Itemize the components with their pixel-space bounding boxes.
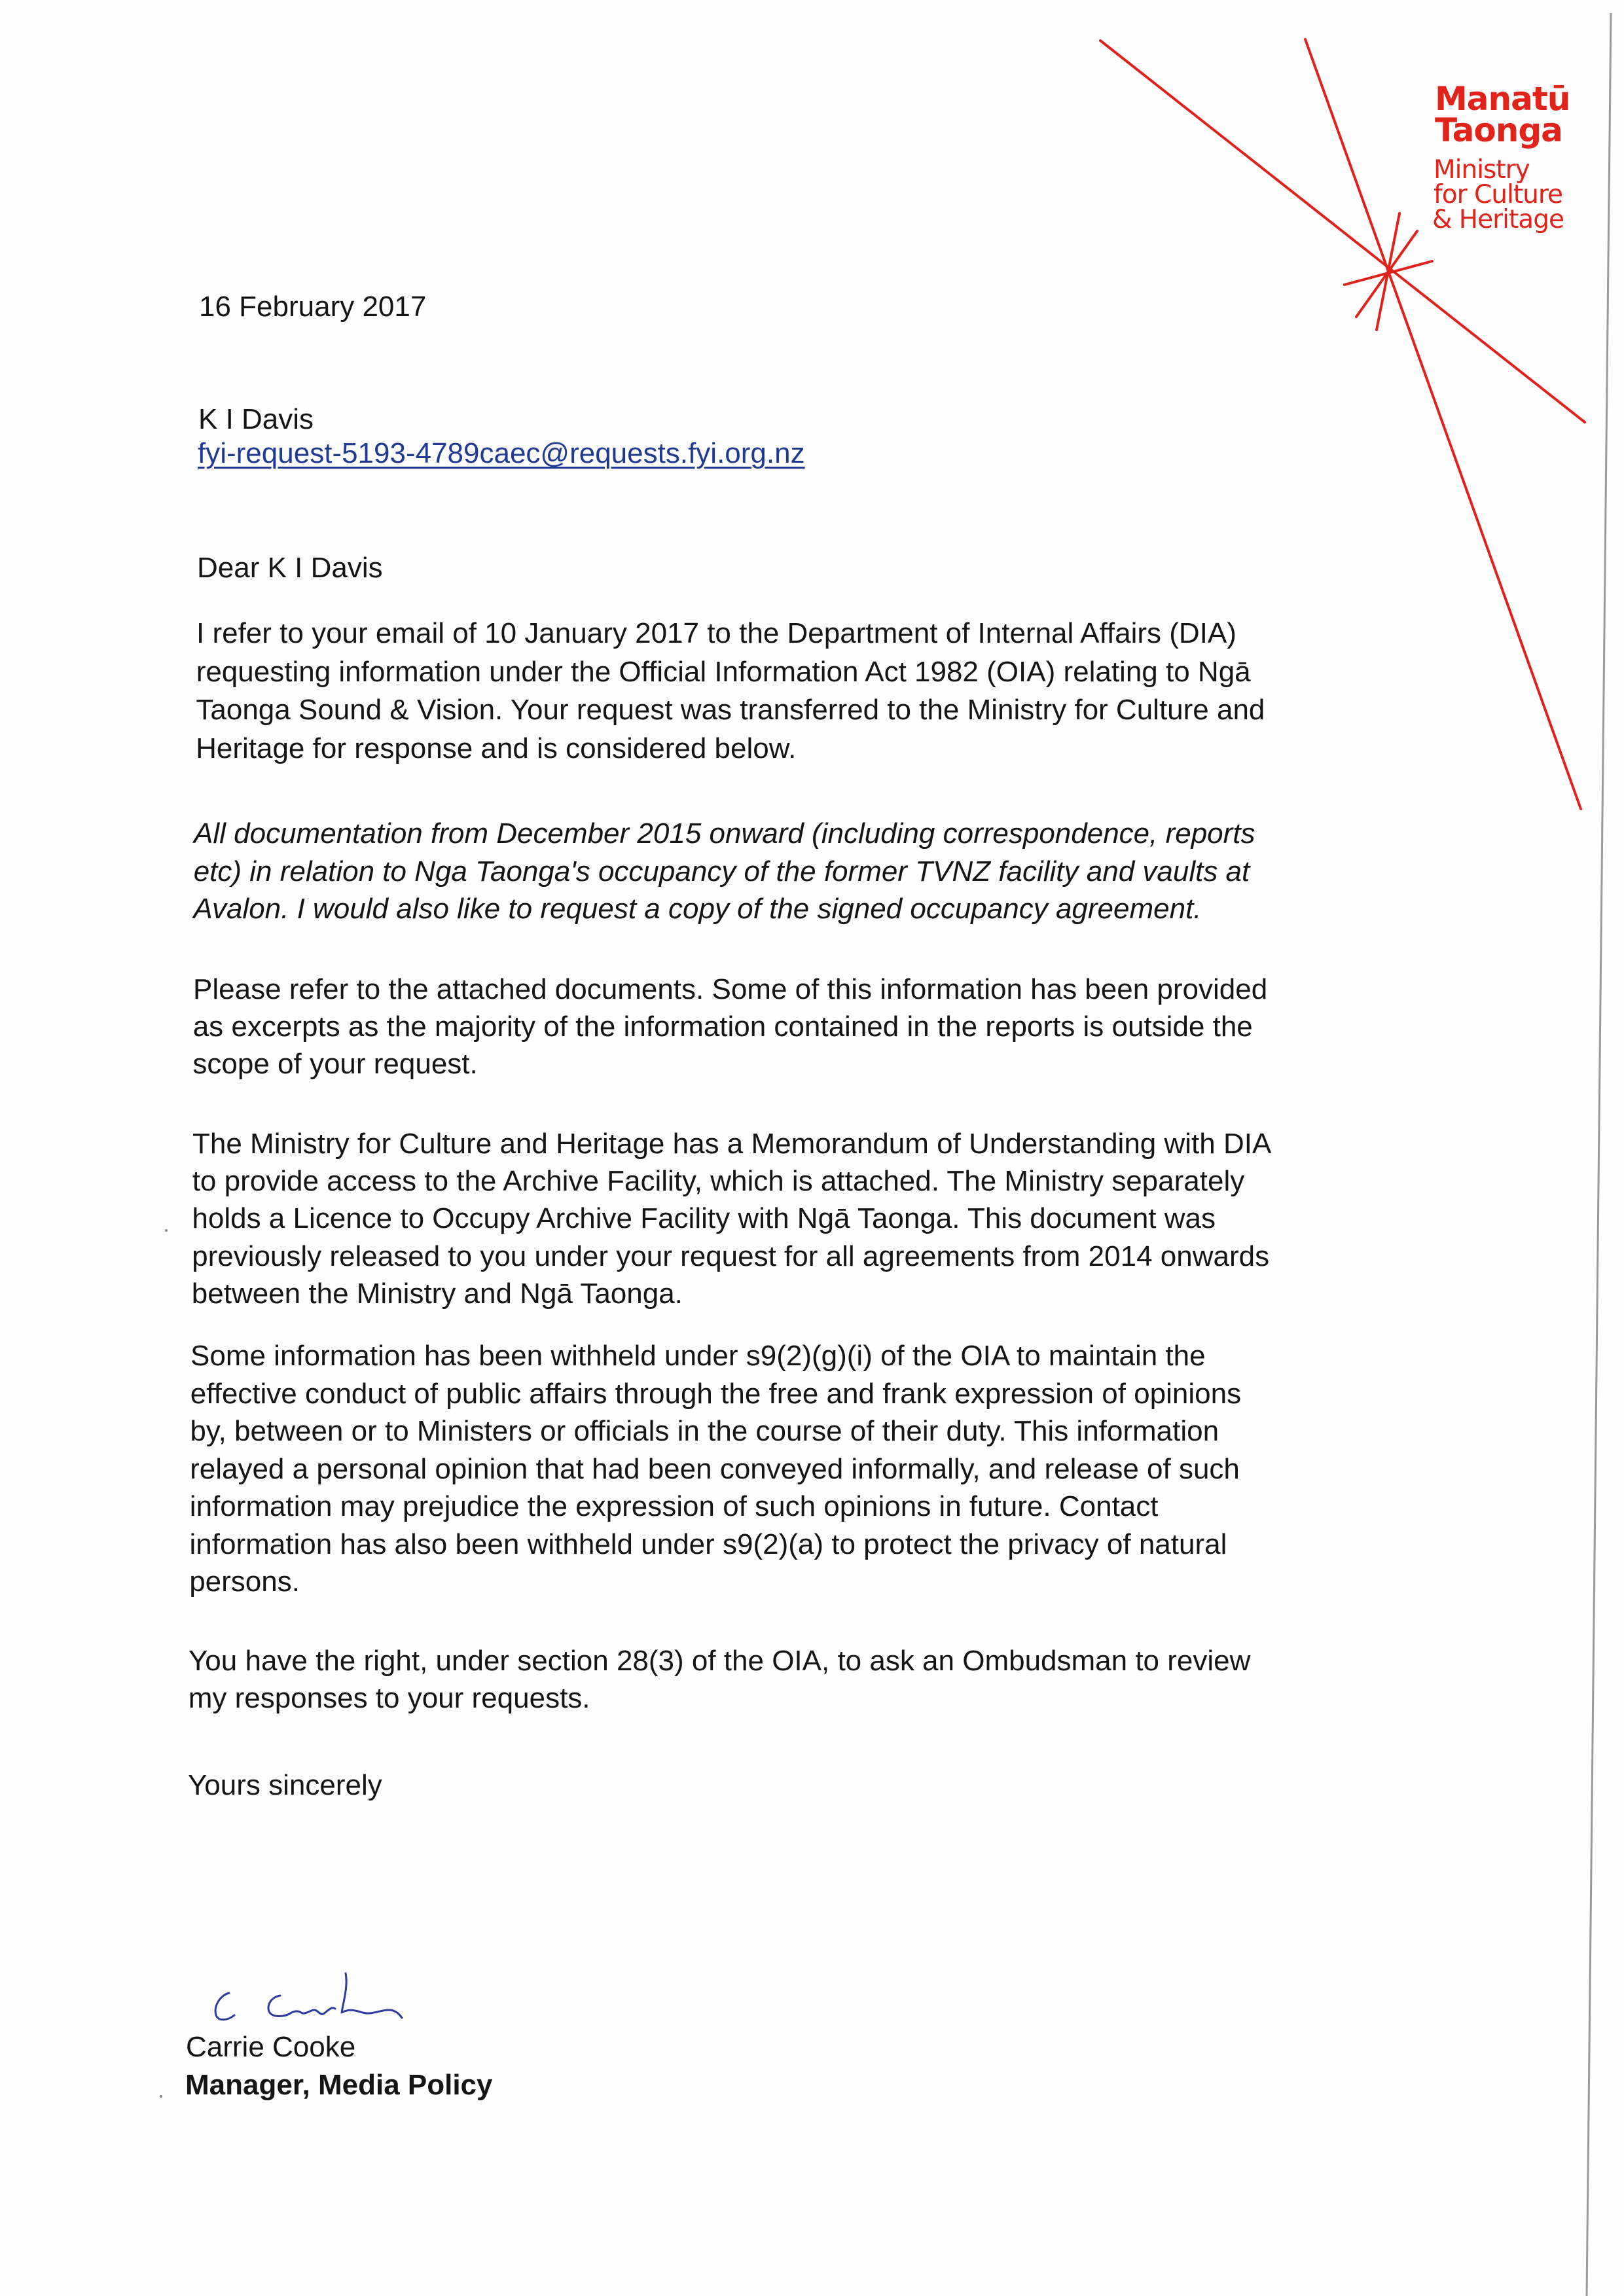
scan-speck bbox=[160, 2095, 162, 2098]
scan-edge-line bbox=[1587, 13, 1611, 2296]
paragraph-line: All documentation from December 2015 onward (including correspondence, reports bbox=[194, 817, 1255, 850]
signatory-name: Carrie Cooke bbox=[186, 2031, 356, 2063]
star-ray-short-2 bbox=[1356, 231, 1417, 317]
paragraph-line: Heritage for response and is considered below. bbox=[196, 732, 797, 764]
star-ray-short-1 bbox=[1377, 213, 1399, 330]
paragraph-line: Please refer to the attached documents. Some of this information has been provided bbox=[193, 973, 1268, 1005]
paragraph-line: previously released to you under your request for all agreements from 2014 onwards bbox=[192, 1240, 1270, 1272]
paragraph-line: information may prejudice the expression of such opinions in future. Contact bbox=[189, 1490, 1159, 1522]
paragraph-line: scope of your request. bbox=[192, 1048, 478, 1080]
paragraph-line: effective conduct of public affairs through the free and frank expression of opinions bbox=[190, 1378, 1242, 1410]
paragraph-line: You have the right, under section 28(3) of the OIA, to ask an Ombudsman to review bbox=[189, 1645, 1251, 1677]
paragraph-line: Some information has been withheld under s9(2)(g)(i) of the OIA to maintain the bbox=[190, 1340, 1206, 1372]
handwritten-signature bbox=[208, 1967, 418, 2026]
paragraph-line: persons. bbox=[189, 1566, 300, 1598]
recipient-email-link[interactable]: fyi-request-5193-4789caec@requests.fyi.org.nz bbox=[198, 437, 805, 469]
paragraph-line: my responses to your requests. bbox=[188, 1682, 590, 1714]
star-ray-short-3 bbox=[1344, 261, 1432, 285]
paragraph-line: between the Ministry and Ngā Taonga. bbox=[191, 1278, 683, 1310]
paragraph-line: to provide access to the Archive Facility, which is attached. The Ministry separately bbox=[192, 1165, 1245, 1197]
logo-english-name-line1: Ministry bbox=[1434, 155, 1530, 185]
paragraph-line: etc) in relation to Nga Taonga's occupancy of the former TVNZ facility and vaults at bbox=[193, 855, 1250, 888]
closing: Yours sincerely bbox=[188, 1769, 382, 1801]
paragraph-line: holds a Licence to Occupy Archive Facility with Ngā Taonga. This document was bbox=[192, 1202, 1216, 1234]
salutation: Dear K I Davis bbox=[197, 552, 383, 584]
signatory-title: Manager, Media Policy bbox=[185, 2069, 493, 2101]
paragraph-line: information has also been withheld under s9(2)(a) to protect the privacy of natural bbox=[189, 1528, 1227, 1560]
logo-english-name-line3: & Heritage bbox=[1432, 205, 1564, 234]
paragraph-line: Avalon. I would also like to request a copy of the signed occupancy agreement. bbox=[193, 893, 1202, 925]
paragraph-line: requesting information under the Official Information Act 1982 (OIA) relating to Ngā bbox=[196, 656, 1251, 688]
logo-maori-name-line2: Taonga bbox=[1435, 111, 1562, 149]
paragraph-line: relayed a personal opinion that had been conveyed informally, and release of such bbox=[190, 1453, 1240, 1485]
paragraph-line: Taonga Sound & Vision. Your request was transferred to the Ministry for Culture and bbox=[196, 694, 1265, 726]
paragraph-line: as excerpts as the majority of the information contained in the reports is outside the bbox=[192, 1011, 1253, 1043]
scan-speck bbox=[165, 1229, 168, 1232]
paragraph-line: I refer to your email of 10 January 2017 to the Department of Internal Affairs (DIA) bbox=[196, 617, 1236, 649]
logo-maori-name-line1: Manatū bbox=[1435, 80, 1570, 118]
recipient-name: K I Davis bbox=[198, 403, 314, 435]
paragraph-line: by, between or to Ministers or officials in the course of their duty. This information bbox=[190, 1415, 1219, 1447]
logo-english-name-line2: for Culture bbox=[1434, 180, 1562, 209]
letter-date: 16 February 2017 bbox=[199, 291, 427, 323]
paragraph-line: The Ministry for Culture and Heritage has a Memorandum of Understanding with DIA bbox=[192, 1128, 1272, 1160]
